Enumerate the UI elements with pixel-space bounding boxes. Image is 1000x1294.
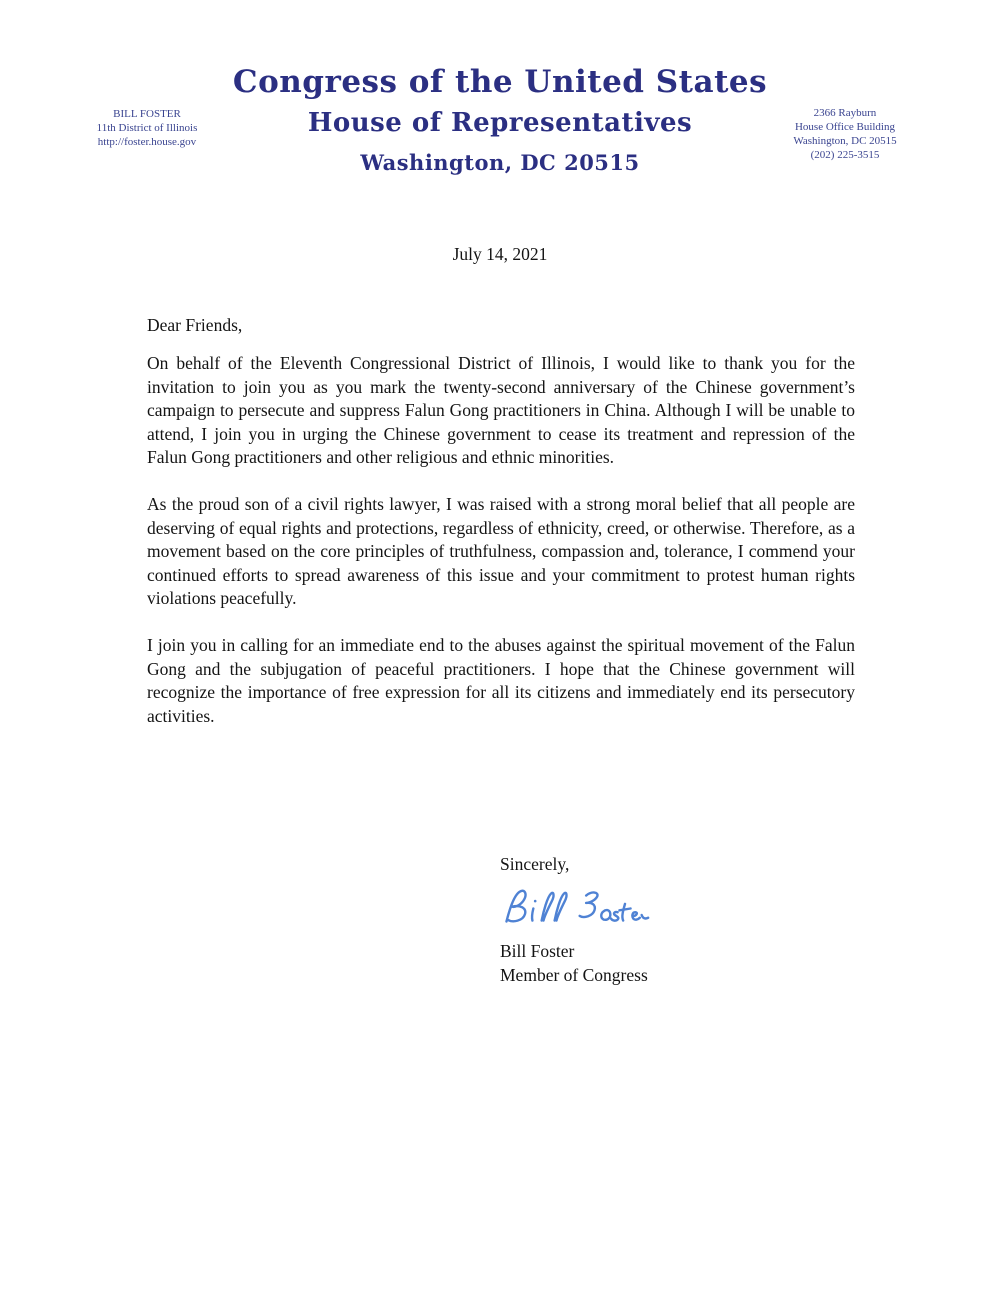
salutation: Dear Friends,	[147, 315, 243, 335]
office-city: Washington, DC 20515	[793, 135, 897, 147]
website-url: http://foster.house.gov	[97, 136, 197, 148]
letterhead-title-city: Washington, DC 20515	[360, 150, 640, 175]
paragraph-3: I join you in calling for an immediate end to the abuses against the spiritual movement of the Falun Gong and the subjugation of peaceful practitioners. I hope that the Chinese government will recognize the importance of free expression for all its citizens and immediately end its persecutory activities.	[147, 635, 855, 726]
handwritten-signature-image	[500, 886, 650, 931]
district-line: 11th District of Illinois	[96, 122, 198, 134]
closing-block	[500, 853, 650, 987]
signer-title: Member of Congress	[500, 964, 648, 985]
letterhead-title-congress: Congress of the United States	[232, 64, 768, 100]
office-phone: (202) 225-3515	[810, 149, 880, 161]
letter-body	[147, 314, 855, 752]
closing-word: Sincerely,	[500, 854, 570, 874]
letterhead-right-block	[760, 106, 930, 162]
signer-name: Bill Foster	[500, 941, 575, 962]
letterhead-title-house: House of Representatives	[307, 108, 693, 138]
member-name: BILL FOSTER	[113, 108, 181, 120]
office-room: 2366 Rayburn	[813, 107, 877, 119]
paragraph-1: On behalf of the Eleventh Congressional District of Illinois, I would like to thank you for the invitation to join you as you mark the twenty-second anniversary of the Chinese government’s campaign to persecute and suppress Falun Gong practitioners in China. Although I will be unable to attend, I join you in urging the Chinese government to cease its treatment and repression of the Falun Gong practitioners and other religious and ethnic minorities.	[147, 353, 855, 468]
paragraph-2: As the proud son of a civil rights lawyer, I was raised with a strong moral belief that all people are deserving of equal rights and protections, regardless of ethnicity, creed, or otherwise. Therefore, as a movement based on the core principles of truthfulness, compassion and, tolerance, I commend your continued efforts to spread awareness of this issue and your commitment to protest human rights violations peacefully.	[147, 494, 855, 609]
letter-date: July 14, 2021	[452, 244, 548, 264]
office-building: House Office Building	[794, 121, 895, 133]
